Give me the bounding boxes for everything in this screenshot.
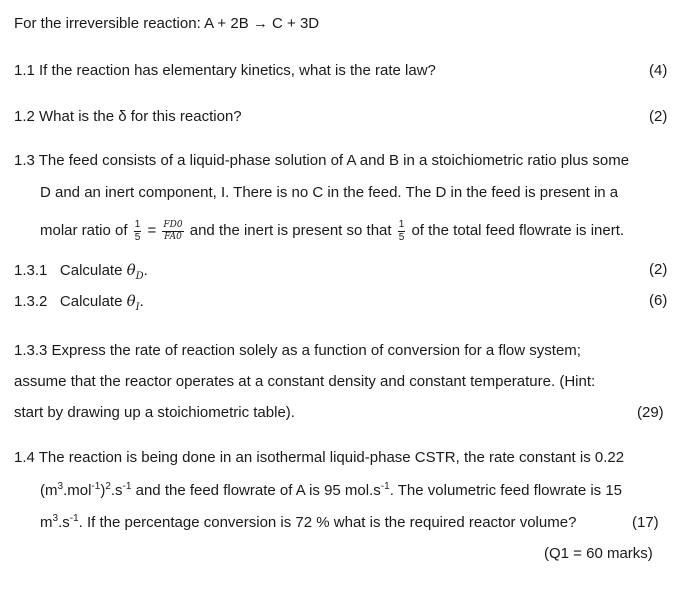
q133-line1: 1.3.3 Express the rate of reaction solely as a function of conversion for a flow system; (14, 342, 581, 359)
q14-line2: $(m^3.mol^{-1})^2.s^{-1}$ and the feed flowrate of A is 95 $mol.s^{-1}$. The volumetric feed flowrate is 15 (40, 481, 623, 499)
total-marks: (Q1 = 60 marks) (544, 545, 653, 562)
q132-num: 1.3.2 (14, 293, 48, 310)
q11-text: 1.1 If the reaction has elementary kinetics, what is the rate law? (14, 62, 436, 79)
q13-line2: D and an inert component, I. There is no C in the feed. The D in the feed is present in a (40, 184, 619, 201)
fraction-one-fifth-inert: $\frac{1}{5}$ (398, 218, 405, 243)
q12-marks: (2) (649, 108, 668, 125)
q132-label: Calculate (59, 293, 123, 310)
q131-line: 1.3.1 Calculate $\theta_D$. (14, 261, 148, 282)
q13-line3-c: of the total feed flowrate is inert. (411, 222, 625, 239)
fraction-one-fifth: $\frac{1}{5}$ (134, 218, 141, 243)
q133-line2: assume that the reactor operates at a constant density and constant temperature. (Hint: (14, 373, 596, 390)
equals-sign: = (147, 222, 157, 239)
q132-marks: (6) (649, 292, 668, 309)
title: For the irreversible reaction: A + 2B → C + 3D (14, 15, 320, 32)
q133-marks: (29) (637, 404, 664, 421)
theta-d: $\theta_D$ (126, 261, 144, 282)
q13-line3-b: and the inert is present so that (189, 222, 392, 239)
q13-line3-a: molar ratio of (40, 222, 128, 239)
fraction-fd0-fa0: $\frac{FD0}{FA0}$ (163, 219, 183, 242)
q12-text: 1.2 What is the δ for this reaction? (14, 108, 242, 125)
theta-i: $\theta_I$ (126, 292, 140, 313)
q13-line3 (40, 218, 624, 244)
q133-line3: start by drawing up a stoichiometric table). (14, 404, 295, 421)
q14-line1: 1.4 The reaction is being done in an isothermal liquid-phase CSTR, the rate constant is 0.22 (14, 449, 625, 466)
q131-num: 1.3.1 (14, 262, 48, 279)
q131-marks: (2) (649, 261, 668, 278)
q13-line1: 1.3 The feed consists of a liquid-phase solution of A and B in a stoichiometric ratio plus some (14, 152, 630, 169)
q132-line: 1.3.2 Calculate $\theta_I$. (14, 292, 144, 313)
q14-marks: (17) (632, 514, 659, 531)
q131-label: Calculate (59, 262, 123, 279)
q11-marks: (4) (649, 62, 668, 79)
q14-line3: $m^3.s^{-1}$. If the percentage conversion is 72 % what is the required reactor volume? (40, 513, 577, 531)
